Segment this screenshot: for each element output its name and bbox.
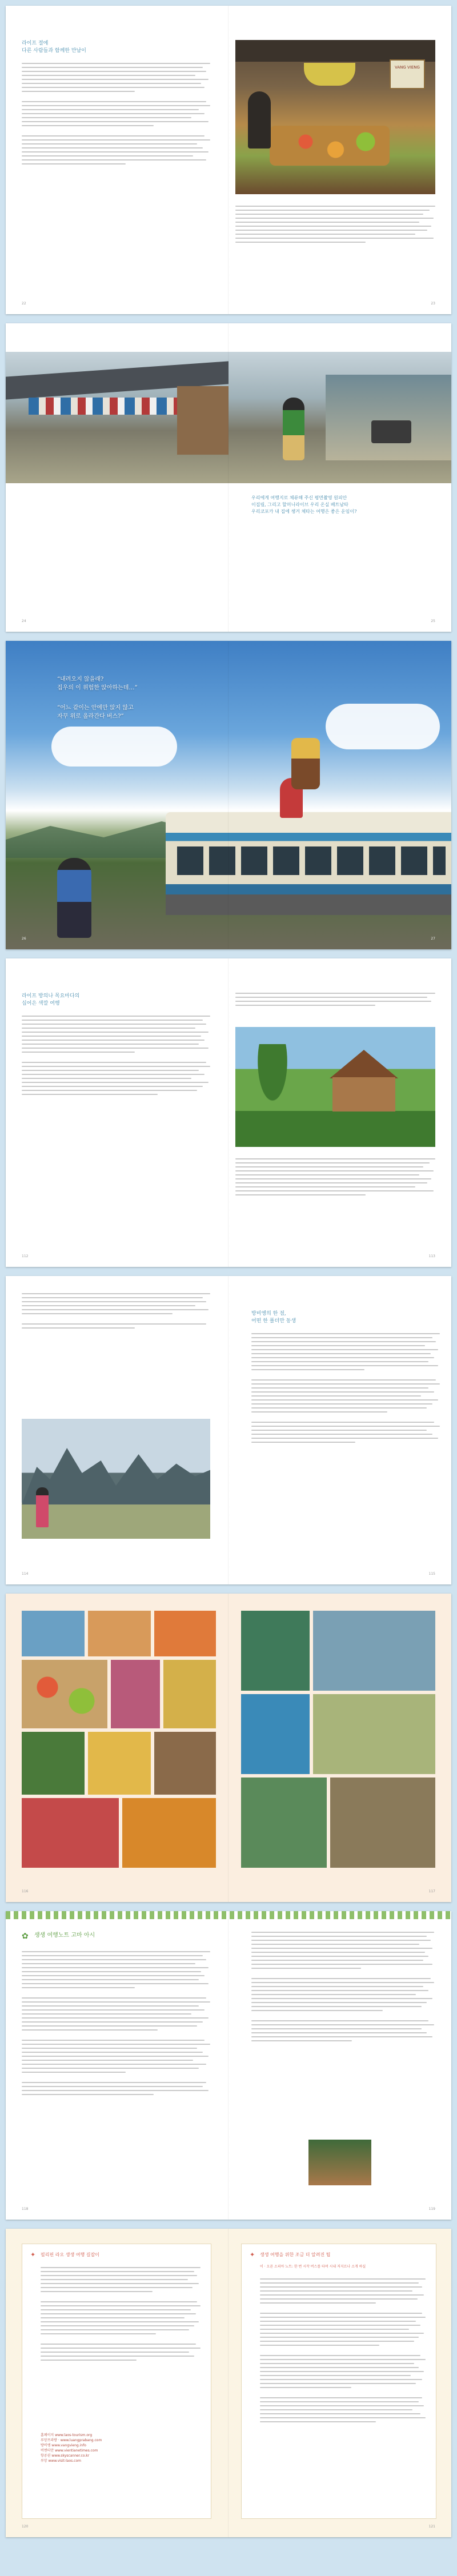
village-houses-photo [6,352,451,483]
collage-photo-baskets [154,1732,216,1795]
body-text [22,63,210,167]
link-item[interactable]: 루앙프라방 · www.luangprabang.com [41,2438,102,2442]
collage-photo-spices [122,1798,216,1868]
page-number-left: 26 [22,937,26,941]
collage-photo-stall [22,1732,85,1795]
info-icon: ✦ [30,2251,36,2258]
collage-photo-market [88,1611,151,1656]
heading-line: 어떤 한 폴더만 동생 [251,1318,296,1324]
karst-peaks [22,1442,210,1504]
collage-photo-tuktuk [241,1694,310,1774]
spread-1-heading [22,40,125,55]
collage-right [241,1611,435,1868]
info-box-left-text [41,2267,201,2364]
spread-3-quote-2 [57,704,194,721]
market-street [326,375,451,460]
info-box-right-tag: 이 · 오픈 소피아 노트: 한 번 시작 버스를 타며 시내 저지르나 소개 하실 [260,2265,366,2269]
book-spread-4 [6,958,451,1267]
body-text-right-2 [235,1158,435,1198]
page-number-right: 117 [428,1889,435,1893]
body-text-right [251,1932,434,2044]
border-strip [6,1911,451,1919]
heading-line: 십어은 색깔 여행 [22,1001,60,1006]
collage-photo-food [22,1660,107,1728]
market-stall-photo [235,40,435,194]
page-number-left: 24 [22,619,26,623]
caption-line: 이집림, 그리고 할머니라이브 우리 온실 베트남타 [251,502,348,507]
book-spread-5 [6,1276,451,1584]
cloud [51,727,177,767]
page-number-right: 23 [431,302,435,306]
collage-photo-fruit [88,1732,151,1795]
collage-photo-monks [154,1611,216,1656]
hanging-laundry [29,398,200,415]
girl-walking [36,1487,49,1527]
collage-photo-street [313,1611,435,1691]
body-text-right [235,206,435,246]
body-text-right [235,993,435,1009]
body-text [22,1951,210,2098]
stall-sign: VANG VIENG [390,59,425,89]
heading-line: 방비엥의 한 점, [251,1311,286,1317]
collage-photo-woman [22,1798,119,1868]
book-spread-6 [6,1594,451,1902]
page-number-left: 118 [22,2207,29,2211]
heading-line: 라이프 방의나 목요마다의 [22,993,80,999]
link-item[interactable]: 루앙 www.visit-laos.com [41,2459,81,2463]
page-number-right: 115 [428,1572,435,1576]
cloud [326,704,440,749]
collage-photo-bridge [330,1777,435,1868]
link-item[interactable]: 비엔티안 www.vientianetimes.com [41,2449,98,2453]
collage-photo-road [313,1694,435,1774]
link-item[interactable]: 항공권 www.skyscanner.co.kr [41,2454,90,2458]
page-number-left: 22 [22,302,26,306]
cart [371,420,411,443]
link-item[interactable]: 방비엥 www.vangvieng.info [41,2443,86,2447]
info-box-right-text [260,2278,426,2425]
heading-line: 라이프 절에 [22,41,49,46]
collage-photo-waterfall [241,1611,310,1691]
quote-line: “내려오지 않을래? [57,676,104,683]
small-stall-photo [308,2140,371,2185]
stall-roof [235,40,435,62]
house-roof [321,1050,407,1078]
book-spread-2 [6,323,451,632]
fruit-pile [270,126,390,166]
collage-photo-temple [163,1660,216,1728]
man-foreground [57,858,91,938]
bus-windows [177,846,446,875]
collage-photo-vendor [22,1611,85,1656]
hanging-bananas [304,63,355,86]
page-number-right: 113 [428,1254,435,1258]
info-box-right-title: 생생 여행을 위한 조금 더 알려진 팁 [260,2252,331,2257]
wooden-house-photo [235,1027,435,1147]
page-number-left: 112 [22,1254,29,1258]
karst-mountain-photo [22,1419,210,1539]
info-box-left [22,2244,211,2519]
link-item[interactable]: 홈페이지 www.laos-tourism.org [41,2433,93,2437]
spread-5-heading [251,1310,366,1325]
caption-line: 우리코포카 내 집에 챙겨 체타는 여행은 좋은 운임이? [251,509,357,514]
quote-line: 집우의 이 위험한 앉아하는데…” [57,685,138,691]
page-number-right: 25 [431,619,435,623]
book-spread-1 [6,6,451,314]
body-text [22,1016,210,1098]
links-list [41,2433,201,2463]
quote-line: “어느 같이는 안에만 앉지 않고 [57,705,134,711]
book-spread-7 [6,1911,451,2220]
vendor-figure [248,91,271,149]
heading-line: 다른 사람들과 함께한 만남이 [22,48,86,54]
spread-2-caption [251,495,440,515]
info-icon: ✦ [250,2251,255,2258]
girl-figure [283,398,304,460]
page-number-left: 114 [22,1572,29,1576]
body-text [22,1293,210,1331]
page-number-right: 27 [431,937,435,941]
info-box-left-title: 필리핀 라오 생생 여행 길잡이 [41,2252,99,2257]
caption-line: 우리에게 여행지로 체류해 주신 평면촬영 원피안 [251,495,347,500]
body-text-right [251,1333,440,1446]
spread-7-title: 생생 여행노트 고마 아시 [34,1932,95,1939]
wooden-house [177,386,228,455]
book-spread-3 [6,641,451,949]
book-spread-8 [6,2229,451,2537]
person-lifting-bag [291,738,320,789]
palm-tree-icon: ✿ [22,1932,29,1941]
house-body [332,1077,395,1112]
collage-left [22,1611,216,1868]
collage-photo-girl [111,1660,160,1728]
info-box-right [241,2244,436,2519]
page-number-right: 121 [428,2525,435,2529]
collage-photo-houses [241,1777,327,1868]
page-number-right: 119 [428,2207,435,2211]
page-number-left: 120 [22,2525,29,2529]
quote-line: 자꾸 위로 올라간다 버스?” [57,713,124,720]
spread-4-heading [22,993,125,1008]
palm-tree [247,1044,298,1130]
spread-3-quote-1 [57,675,194,692]
page-number-left: 116 [22,1889,29,1893]
